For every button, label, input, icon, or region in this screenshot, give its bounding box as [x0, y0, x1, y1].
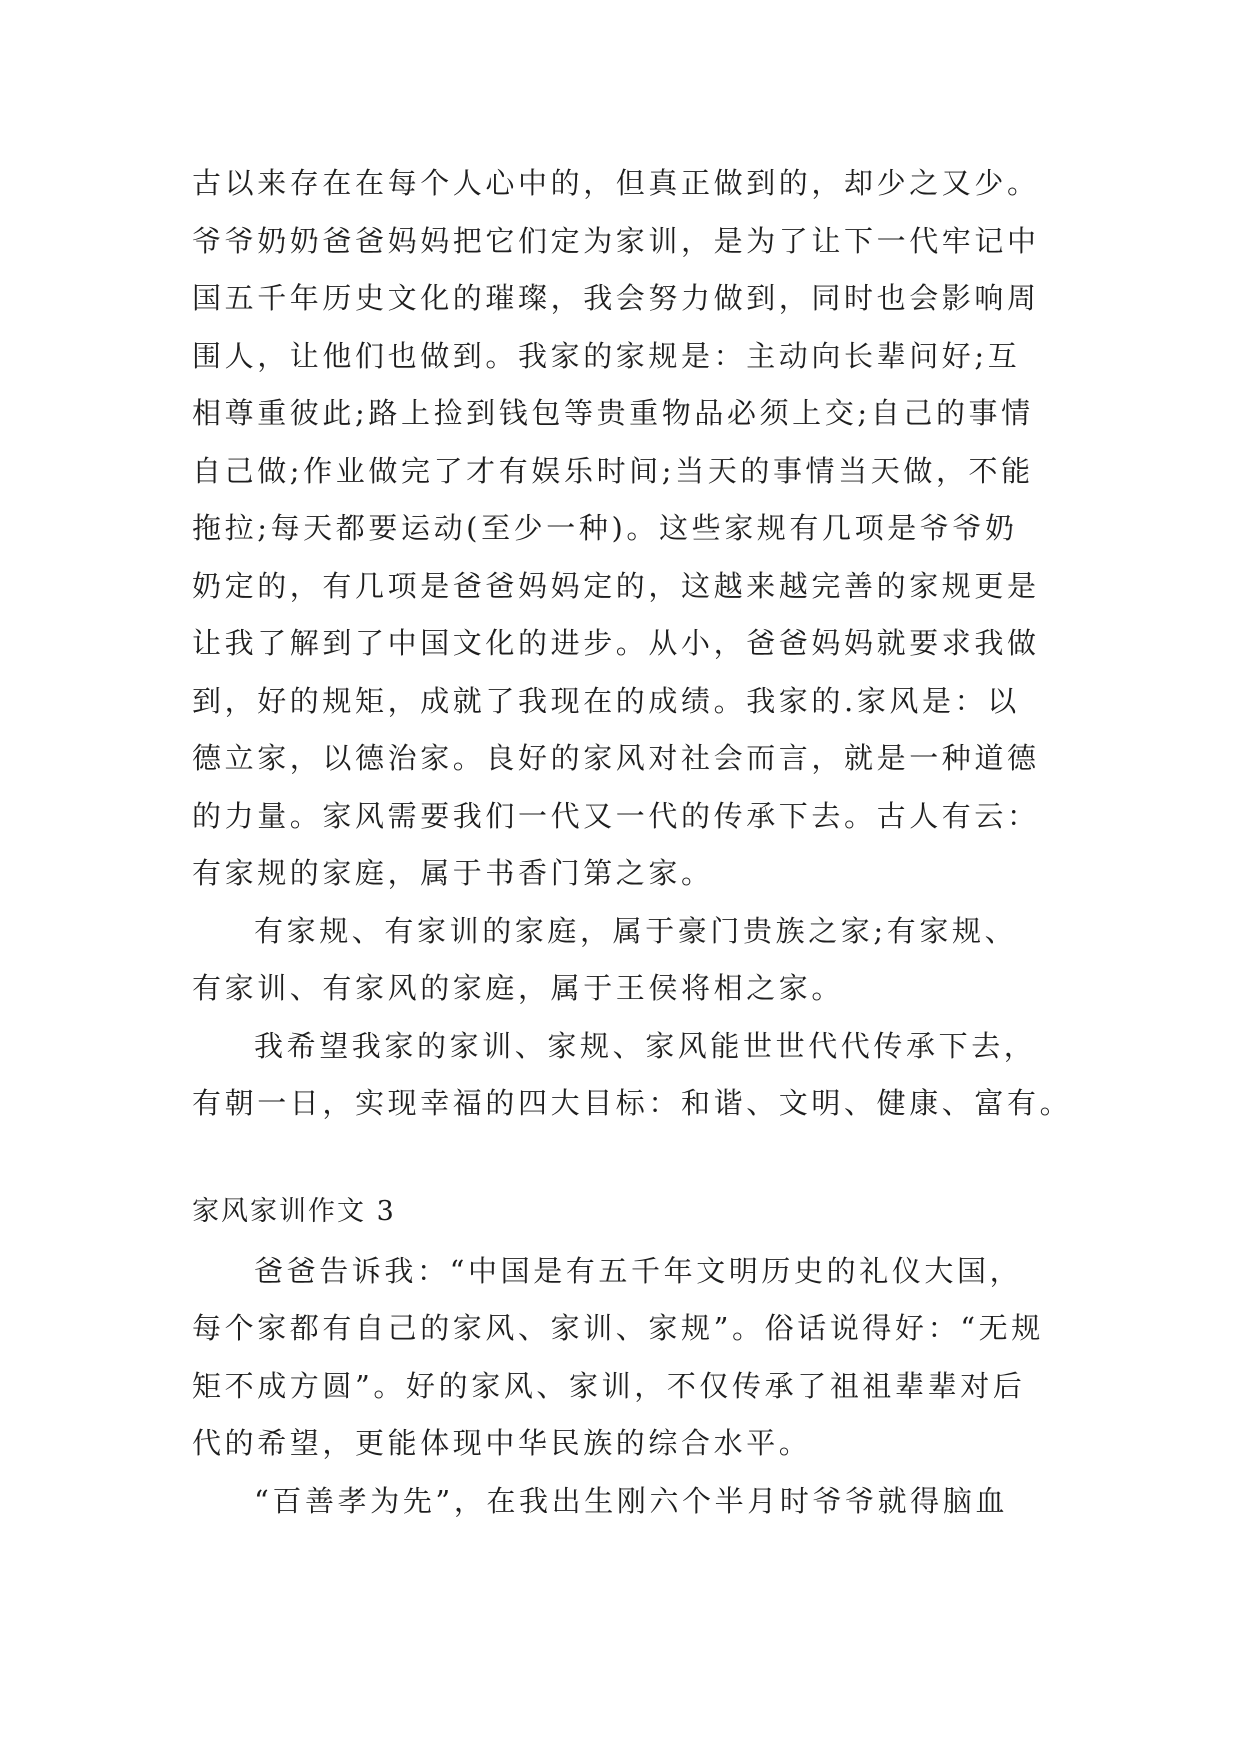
paragraph-line: “百善孝为先”，在我出生刚六个半月时爷爷就得脑血 — [254, 1484, 1009, 1518]
paragraph-line: 拖拉;每天都要运动(至少一种)。这些家规有几项是爷爷奶 — [192, 511, 1018, 545]
paragraph-line: 到，好的规矩，成就了我现在的成绩。我家的.家风是：以 — [192, 684, 1020, 718]
paragraph-line: 爸爸告诉我：“中国是有五千年文明历史的礼仪大国， — [254, 1254, 1023, 1288]
paragraph-line: 有朝一日，实现幸福的四大目标：和谐、文明、健康、富有。 — [192, 1086, 1073, 1120]
paragraph-line: 古以来存在在每个人心中的，但真正做到的，却少之又少。 — [192, 166, 1040, 200]
paragraph-line: 国五千年历史文化的璀璨，我会努力做到，同时也会影响周 — [192, 281, 1040, 315]
paragraph-line: 有家规、有家训的家庭，属于豪门贵族之家;有家规、 — [254, 914, 1018, 948]
paragraph-line: 的力量。家风需要我们一代又一代的传承下去。古人有云： — [192, 799, 1040, 833]
paragraph-line: 自己做;作业做完了才有娱乐时间;当天的事情当天做，不能 — [192, 454, 1034, 488]
paragraph-line: 围人，让他们也做到。我家的家规是：主动向长辈问好;互 — [192, 339, 1021, 373]
paragraph-line: 矩不成方圆”。好的家风、家训，不仅传承了祖祖辈辈对后 — [192, 1369, 1026, 1403]
paragraph-line: 相尊重彼此;路上捡到钱包等贵重物品必须上交;自己的事情 — [192, 396, 1034, 430]
paragraph-line: 有家规的家庭，属于书香门第之家。 — [192, 856, 714, 890]
section-title: 家风家训作文 3 — [192, 1196, 396, 1227]
paragraph-line: 每个家都有自己的家风、家训、家规”。俗话说得好：“无规 — [192, 1311, 1044, 1345]
paragraph-line: 让我了解到了中国文化的进步。从小，爸爸妈妈就要求我做 — [192, 626, 1040, 660]
paragraph-line: 有家训、有家风的家庭，属于王侯将相之家。 — [192, 971, 845, 1005]
paragraph-line: 爷爷奶奶爸爸妈妈把它们定为家训，是为了让下一代牢记中 — [192, 224, 1040, 258]
paragraph-line: 我希望我家的家训、家规、家风能世世代代传承下去， — [254, 1029, 1037, 1063]
paragraph-line: 代的希望，更能体现中华民族的综合水平。 — [192, 1426, 812, 1460]
paragraph-line: 奶定的，有几项是爸爸妈妈定的，这越来越完善的家规更是 — [192, 569, 1040, 603]
paragraph-line: 德立家，以德治家。良好的家风对社会而言，就是一种道德 — [192, 741, 1040, 775]
